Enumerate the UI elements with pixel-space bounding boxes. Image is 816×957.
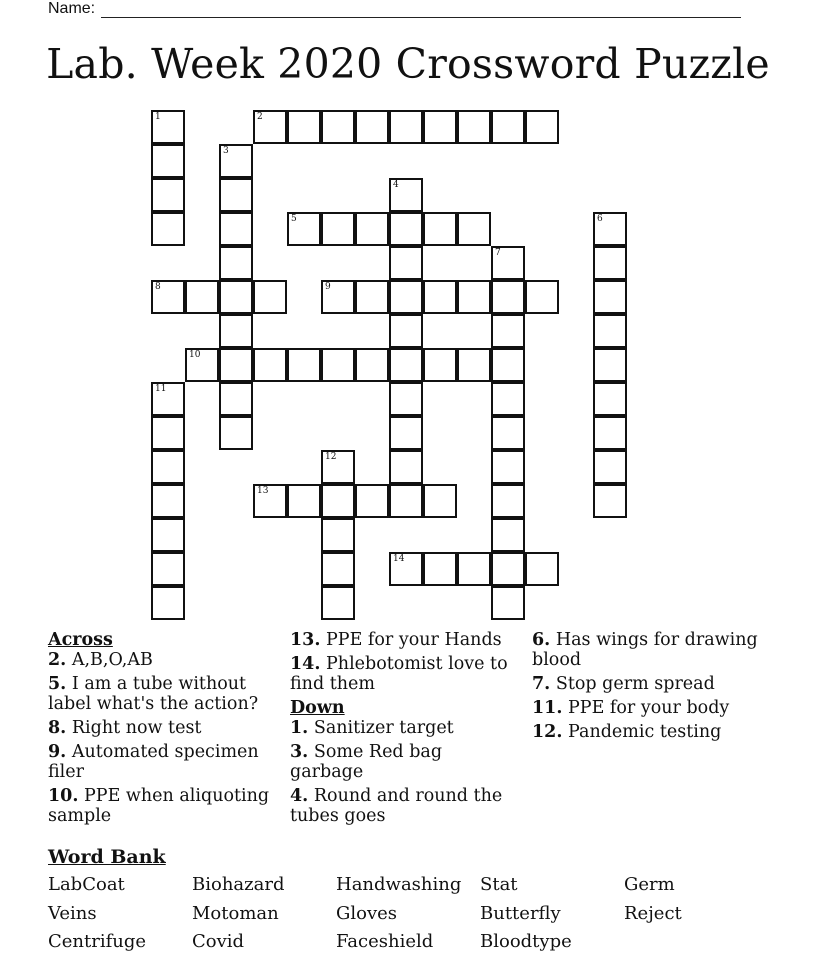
clue-across-14: 14. Phlebotomist love to find them [290, 654, 508, 694]
crossword-cell[interactable] [219, 382, 253, 416]
word-bank-item: Gloves [336, 903, 398, 924]
crossword-cell[interactable] [525, 110, 559, 144]
across-heading: Across [48, 630, 113, 650]
crossword-cell[interactable] [491, 450, 525, 484]
page-title: Lab. Week 2020 Crossword Puzzle [46, 40, 770, 88]
crossword-cell[interactable] [321, 484, 355, 518]
crossword-cell[interactable] [151, 144, 185, 178]
crossword-cell[interactable] [321, 110, 355, 144]
word-bank-item: Reject [624, 903, 682, 924]
crossword-cell[interactable] [219, 314, 253, 348]
clue-down-3: 3. Some Red bag garbage [290, 742, 443, 782]
crossword-cell[interactable] [219, 144, 253, 178]
crossword-cell[interactable] [355, 280, 389, 314]
clues-column-3 [532, 630, 762, 746]
crossword-cell[interactable] [457, 348, 491, 382]
clue-across-13: 13. PPE for your Hands [290, 630, 502, 650]
word-bank-item: Butterfly [480, 903, 561, 924]
crossword-cell[interactable] [389, 416, 423, 450]
crossword-cell[interactable] [287, 348, 321, 382]
cell-number: 8 [155, 282, 161, 292]
crossword-cell[interactable] [185, 280, 219, 314]
crossword-cell[interactable] [389, 314, 423, 348]
crossword-cell[interactable] [355, 110, 389, 144]
clues-column-1 [48, 630, 288, 830]
crossword-cell[interactable] [185, 348, 219, 382]
crossword-cell[interactable] [389, 280, 423, 314]
clue-across-9: 9. Automated specimen filer [48, 742, 259, 782]
crossword-cell[interactable] [321, 518, 355, 552]
crossword-cell[interactable] [491, 382, 525, 416]
word-bank-item: Germ [624, 874, 675, 895]
word-bank-item: Veins [48, 903, 97, 924]
down-heading: Down [290, 698, 345, 718]
cell-number: 12 [325, 452, 337, 462]
crossword-cell[interactable] [593, 416, 627, 450]
crossword-cell[interactable] [423, 348, 457, 382]
crossword-cell[interactable] [321, 280, 355, 314]
crossword-cell[interactable] [355, 212, 389, 246]
word-bank-title: Word Bank [48, 846, 166, 868]
crossword-cell[interactable] [219, 348, 253, 382]
clue-down-11: 11. PPE for your body [532, 698, 730, 718]
crossword-cell[interactable] [287, 212, 321, 246]
crossword-cell[interactable] [423, 484, 457, 518]
crossword-cell[interactable] [525, 280, 559, 314]
crossword-cell[interactable] [151, 110, 185, 144]
crossword-cell[interactable] [593, 212, 627, 246]
crossword-cell[interactable] [287, 484, 321, 518]
crossword-cell[interactable] [321, 212, 355, 246]
crossword-cell[interactable] [219, 246, 253, 280]
crossword-cell[interactable] [253, 484, 287, 518]
crossword-cell[interactable] [593, 382, 627, 416]
crossword-cell[interactable] [491, 518, 525, 552]
crossword-cell[interactable] [491, 552, 525, 586]
crossword-cell[interactable] [389, 382, 423, 416]
crossword-cell[interactable] [491, 586, 525, 620]
crossword-cell[interactable] [321, 348, 355, 382]
crossword-cell[interactable] [593, 348, 627, 382]
crossword-cell[interactable] [219, 178, 253, 212]
crossword-cell[interactable] [321, 552, 355, 586]
crossword-cell[interactable] [219, 280, 253, 314]
crossword-cell[interactable] [457, 280, 491, 314]
word-bank-item: Stat [480, 874, 518, 895]
cell-number: 9 [325, 282, 331, 292]
cell-number: 11 [155, 384, 167, 394]
crossword-cell[interactable] [253, 280, 287, 314]
clue-down-7: 7. Stop germ spread [532, 674, 715, 694]
clue-across-8: 8. Right now test [48, 718, 202, 738]
crossword-cell[interactable] [593, 450, 627, 484]
word-bank-item: Motoman [192, 903, 279, 924]
clue-down-12: 12. Pandemic testing [532, 722, 722, 742]
crossword-cell[interactable] [151, 518, 185, 552]
word-bank-item: Biohazard [192, 874, 285, 895]
crossword-cell[interactable] [355, 484, 389, 518]
crossword-cell[interactable] [457, 212, 491, 246]
crossword-cell[interactable] [389, 246, 423, 280]
word-bank-item: Covid [192, 931, 245, 952]
crossword-cell[interactable] [389, 348, 423, 382]
crossword-cell[interactable] [593, 314, 627, 348]
crossword-cell[interactable] [389, 178, 423, 212]
crossword-cell[interactable] [321, 586, 355, 620]
crossword-cell[interactable] [457, 110, 491, 144]
crossword-cell[interactable] [389, 212, 423, 246]
crossword-cell[interactable] [253, 348, 287, 382]
crossword-cell[interactable] [151, 280, 185, 314]
clues-column-2 [290, 630, 515, 830]
crossword-cell[interactable] [491, 416, 525, 450]
crossword-cell[interactable] [151, 416, 185, 450]
crossword-cell[interactable] [423, 110, 457, 144]
crossword-cell[interactable] [287, 110, 321, 144]
crossword-cell[interactable] [593, 280, 627, 314]
word-bank-item: Handwashing [336, 874, 462, 895]
crossword-cell[interactable] [151, 586, 185, 620]
clue-down-4: 4. Round and round the tubes goes [290, 786, 503, 826]
clue-across-2: 2. A,B,O,AB [48, 650, 153, 670]
cell-number: 14 [393, 554, 405, 564]
clue-down-1: 1. Sanitizer target [290, 718, 454, 738]
word-bank-item: Centrifuge [48, 931, 147, 952]
crossword-cell[interactable] [423, 212, 457, 246]
word-bank-item: LabCoat [48, 874, 125, 895]
cell-number: 5 [291, 214, 297, 224]
clue-down-6: 6. Has wings for drawing blood [532, 630, 758, 670]
crossword-cell[interactable] [389, 450, 423, 484]
cell-number: 7 [495, 248, 501, 258]
cell-number: 4 [393, 180, 399, 190]
crossword-cell[interactable] [253, 110, 287, 144]
crossword-cell[interactable] [219, 212, 253, 246]
crossword-cell[interactable] [593, 484, 627, 518]
crossword-cell[interactable] [457, 552, 491, 586]
crossword-cell[interactable] [491, 246, 525, 280]
crossword-cell[interactable] [593, 246, 627, 280]
cell-number: 13 [257, 486, 269, 496]
cell-number: 2 [257, 112, 263, 122]
crossword-cell[interactable] [151, 450, 185, 484]
crossword-cell[interactable] [423, 280, 457, 314]
crossword-cell[interactable] [389, 110, 423, 144]
cell-number: 1 [155, 112, 161, 122]
word-bank-item: Bloodtype [480, 931, 572, 952]
crossword-cell[interactable] [423, 552, 457, 586]
cell-number: 10 [189, 350, 201, 360]
crossword-cell[interactable] [151, 484, 185, 518]
crossword-cell[interactable] [491, 348, 525, 382]
clue-across-5: 5. I am a tube without label what's the action? [48, 674, 259, 714]
crossword-cell[interactable] [219, 416, 253, 450]
crossword-cell[interactable] [151, 552, 185, 586]
crossword-cell[interactable] [151, 178, 185, 212]
crossword-cell[interactable] [321, 450, 355, 484]
crossword-cell[interactable] [491, 280, 525, 314]
crossword-cell[interactable] [151, 212, 185, 246]
crossword-cell[interactable] [491, 314, 525, 348]
clue-across-10: 10. PPE when aliquoting sample [48, 786, 270, 826]
crossword-cell[interactable] [389, 484, 423, 518]
crossword-cell[interactable] [525, 552, 559, 586]
crossword-cell[interactable] [151, 382, 185, 416]
crossword-cell[interactable] [355, 348, 389, 382]
crossword-cell[interactable] [491, 110, 525, 144]
word-bank-item: Faceshield [336, 931, 434, 952]
cell-number: 6 [597, 214, 603, 224]
name-label: Name: [48, 0, 96, 17]
cell-number: 3 [223, 146, 229, 156]
crossword-cell[interactable] [491, 484, 525, 518]
crossword-cell[interactable] [389, 552, 423, 586]
